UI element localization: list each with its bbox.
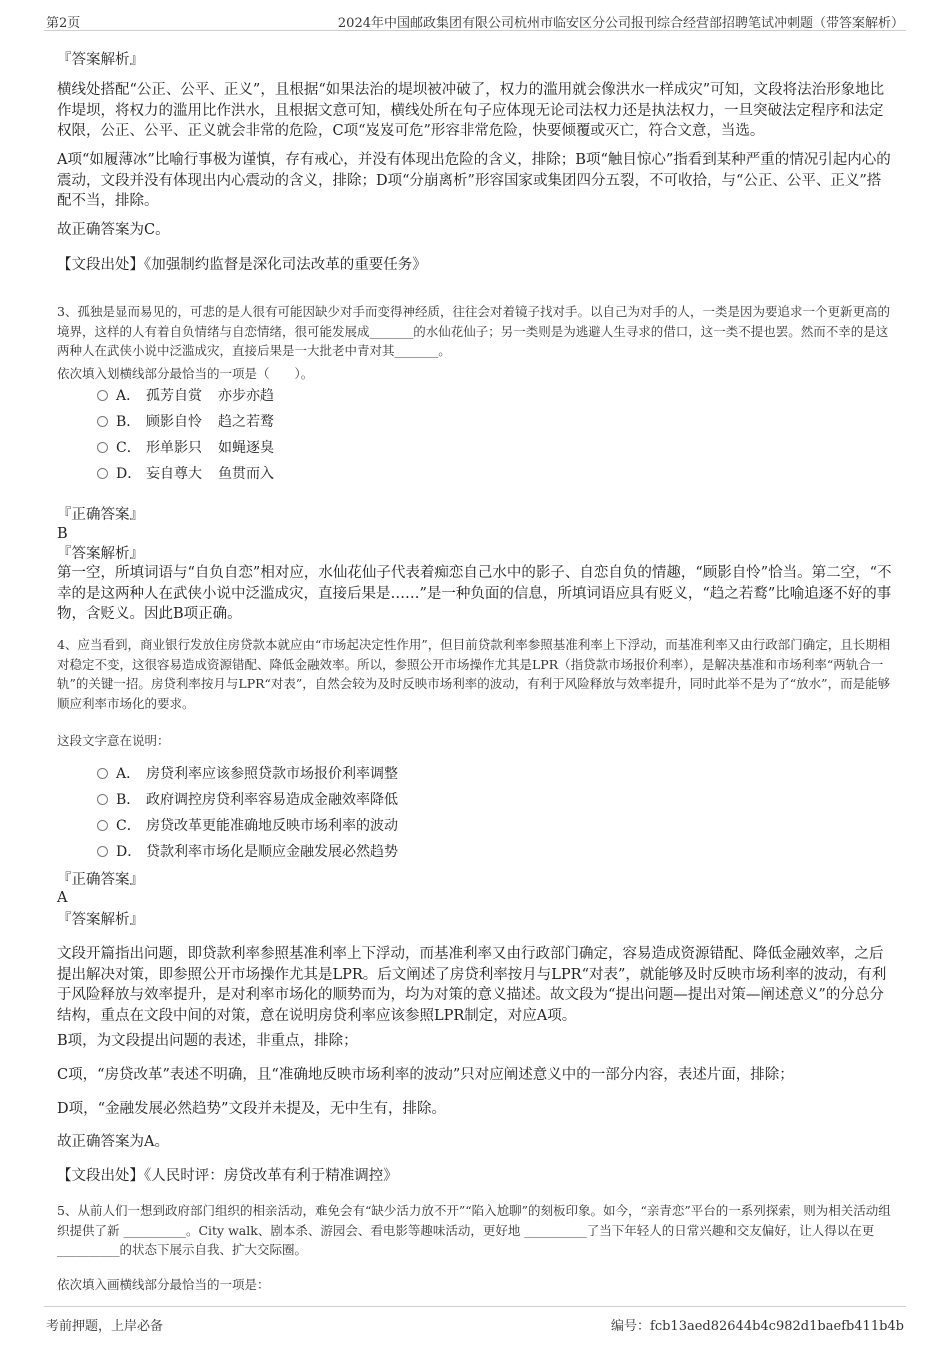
q3-answer: B bbox=[57, 526, 68, 542]
q3-option-d[interactable]: D． 妄自尊大 鱼贯而入 bbox=[97, 464, 274, 484]
radio-icon[interactable] bbox=[97, 390, 108, 401]
q4-analysis-para4: D项，“金融发展必然趋势”文段并未提及，无中生有，排除。 bbox=[57, 1101, 446, 1117]
q4-stem: 4、应当看到，商业银行发放住房贷款本就应由“市场起决定性作用”，但目前贷款利率参照基准利率上下浮动，而基准利率又由行政部门确定，且长期相对稳定不变，这很容易造成资源错配、降低金融效率。所以，参照公开市场操作尤其是LPR（指贷款市场报价利率），是解决基准和市场利率“两轨合一轨”的关键一招。房贷利率按月与LPR“对表”，自然会较为及时反映市场利率的波动，有利于风险释放与效率提升，同时此举不是为了“放水”，而是能够顺应利率市场化的要求。 bbox=[57, 637, 891, 711]
q2-analysis-para1: 横线处搭配“公正、公平、正义”，且根据“如果法治的堤坝被冲破了，权力的滥用就会像洪水一样成灾”可知，文段将法治形象地比作堤坝，将权力的滥用比作洪水，且根据文意可知，横线处所在句子应体现无论司法权力还是执法权力，一旦突破法定程序和法定权限，公正、公平、正义就会非常的危险，C项“岌岌可危”形容非常危险，快要倾覆或灭亡，符合文意，当选。 bbox=[57, 82, 885, 139]
page-footer bbox=[44, 1306, 906, 1337]
q4-source: 【文段出处】《人民时评：房贷改革有利于精准调控》 bbox=[57, 1168, 398, 1184]
q3-prompt: 依次填入划横线部分最恰当的一项是（ ）。 bbox=[57, 366, 314, 381]
q4-analysis-para2: B项，为文段提出问题的表述，非重点，排除； bbox=[57, 1033, 358, 1049]
q4-analysis-tag: 『答案解析』 bbox=[57, 912, 144, 928]
page-number: 第2页 bbox=[46, 16, 81, 31]
page-header bbox=[44, 10, 906, 31]
q4-answer: A bbox=[57, 890, 68, 906]
radio-icon[interactable] bbox=[97, 820, 108, 831]
radio-icon[interactable] bbox=[97, 468, 108, 479]
q3-option-c[interactable]: C． 形单影只 如蝇逐臭 bbox=[97, 438, 274, 458]
q5-stem: 5、从前人们一想到政府部门组织的相亲活动，难免会有“缺少活力放不开”“陷入尬聊”的刻板印象。如今，“亲青恋”平台的一系列探索，则为相关活动组织提供了新 __________。City walk、剧本杀、游园会、看电影等趣味活动，更好地 __________了当下年轻人的日常兴趣和交友偏好，让人得以在更 __________的状态下展示自我、扩大交际圈。 bbox=[57, 1203, 891, 1257]
radio-icon[interactable] bbox=[97, 442, 108, 453]
q3-answer-tag: 『正确答案』 bbox=[57, 507, 144, 523]
q4-option-d[interactable]: D． 贷款利率市场化是顺应金融发展必然趋势 bbox=[97, 842, 398, 862]
radio-icon[interactable] bbox=[97, 416, 108, 427]
q4-analysis-para3: C项，“房贷改革”表述不明确，且“准确地反映市场利率的波动”只对应阐述意义中的一部分内容，表述片面，排除； bbox=[57, 1067, 794, 1083]
q5-prompt: 依次填入画横线部分最恰当的一项是： bbox=[57, 1277, 270, 1292]
q4-analysis-para5: 故正确答案为A。 bbox=[57, 1134, 169, 1150]
q4-option-a[interactable]: A． 房贷利率应该参照贷款市场报价利率调整 bbox=[97, 764, 398, 784]
radio-icon[interactable] bbox=[97, 768, 108, 779]
q3-analysis-tag: 『答案解析』 bbox=[57, 546, 144, 562]
document-id: 编号：fcb13aed82644b4c982d1baefb411b4b bbox=[611, 1319, 904, 1334]
q3-option-a[interactable]: A． 孤芳自赏 亦步亦趋 bbox=[97, 386, 274, 406]
q4-prompt: 这段文字意在说明： bbox=[57, 733, 170, 748]
q2-analysis-para3: 故正确答案为C。 bbox=[57, 222, 170, 238]
q4-answer-tag: 『正确答案』 bbox=[57, 872, 144, 888]
radio-icon[interactable] bbox=[97, 846, 108, 857]
q2-source: 【文段出处】《加强制约监督是深化司法改革的重要任务》 bbox=[57, 257, 427, 273]
footer-slogan: 考前押题，上岸必备 bbox=[46, 1319, 164, 1334]
q3-stem: 3、孤独是显而易见的，可悲的是人很有可能因缺少对手而变得神经质，往往会对着镜子找对手。以自己为对手的人，一类是因为要追求一个更新更高的境界，这样的人有着自负情绪与自恋情绪，很可能发展成_______的水仙花仙子；另一类则是为逃避人生寻求的借口，这一类不提也罢。然而不幸的是这两种人在武侠小说中泛滥成灾，直接后果是一大批老中青对其_______。 bbox=[57, 304, 890, 358]
q3-analysis: 第一空，所填词语与“自负自恋”相对应，水仙花仙子代表着痴恋自己水中的影子、自恋自负的情趣，“顾影自怜”恰当。第二空，“不幸的是这两种人在武侠小说中泛滥成灾，直接后果是……”是一种负面的信息，所填词语应具有贬义，“趋之若鹜”比喻追逐不好的事物，含贬义。因此B项正确。 bbox=[57, 565, 892, 622]
document-title: 2024年中国邮政集团有限公司杭州市临安区分公司报刊综合经营部招聘笔试冲刺题（带答案解析） bbox=[337, 16, 904, 31]
q4-analysis-para1: 文段开篇指出问题，即贷款利率参照基准利率上下浮动，而基准利率又由行政部门确定，容易造成资源错配、降低金融效率，之后提出解决对策，即参照公开市场操作尤其是LPR。后文阐述了房贷利率按月与LPR“对表”，就能够及时反映市场利率的波动，有利于风险释放与效率提升，是对利率市场化的顺势而为，均为对策的意义描述。故文段为“提出问题—提出对策—阐述意义”的分总分结构，重点在文段中间的对策，意在说明房贷利率应该参照LPR制定，对应A项。 bbox=[57, 946, 887, 1024]
q4-option-c[interactable]: C． 房贷改革更能准确地反映市场利率的波动 bbox=[97, 816, 398, 836]
q2-analysis-tag: 『答案解析』 bbox=[57, 52, 144, 68]
q3-option-b[interactable]: B． 顾影自怜 趋之若鹜 bbox=[97, 412, 274, 432]
q4-option-b[interactable]: B． 政府调控房贷利率容易造成金融效率降低 bbox=[97, 790, 398, 810]
radio-icon[interactable] bbox=[97, 794, 108, 805]
q2-analysis-para2: A项“如履薄冰”比喻行事极为谨慎，存有戒心，并没有体现出危险的含义，排除；B项“触目惊心”指看到某种严重的情况引起内心的震动，文段并没有体现出内心震动的含义，排除；D项“分崩离析”形容国家或集团四分五裂，不可收拾，与“公正、公平、正义”搭配不当，排除。 bbox=[57, 152, 891, 209]
